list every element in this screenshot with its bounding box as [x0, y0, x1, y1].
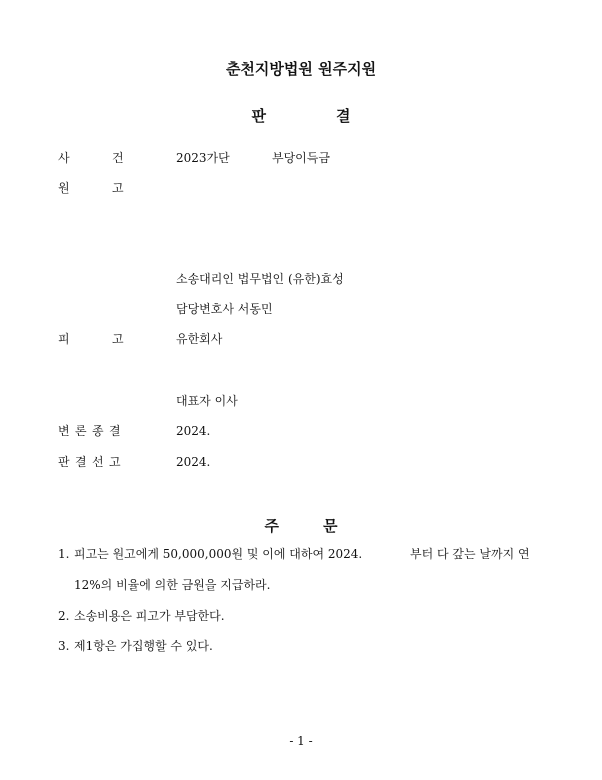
order-2-text: 소송비용은 피고가 부담한다. — [74, 609, 225, 623]
closing-date: 2024. — [176, 424, 211, 438]
order-3-number: 3. — [58, 639, 70, 653]
order-1-number: 1. — [58, 547, 70, 561]
closing-label: 변 론 종 결 — [58, 424, 121, 438]
defendant-name: 유한회사 — [176, 332, 223, 346]
defendant-label: 피 고 — [58, 332, 124, 346]
document-title-char: 결 — [336, 107, 351, 125]
plaintiff-row — [58, 180, 176, 196]
plaintiff-counsel: 소송대리인 법무법인 (유한)효성 — [176, 272, 344, 286]
order-title-char: 문 — [323, 517, 338, 535]
closing-row — [58, 423, 176, 439]
page-number: - 1 - — [289, 734, 313, 748]
document-title-char: 판 — [251, 107, 266, 125]
court-name: 춘천지방법원 원주지원 — [225, 60, 377, 78]
plaintiff-label: 원 고 — [58, 181, 124, 195]
order-2-number: 2. — [58, 609, 70, 623]
case-row — [58, 150, 176, 166]
plaintiff-attorney: 담당변호사 서동민 — [176, 302, 273, 316]
case-name: 부당이득금 — [272, 151, 330, 165]
case-label: 사 건 — [58, 151, 124, 165]
defendant-representative: 대표자 이사 — [176, 394, 238, 408]
sentencing-row — [58, 454, 176, 470]
case-number: 2023가단 — [176, 151, 230, 165]
order-3-text: 제1항은 가집행할 수 있다. — [74, 639, 213, 653]
order-1-text-cont: 부터 다 갚는 날까지 연 — [410, 547, 530, 561]
order-1-text: 피고는 원고에게 50,000,000원 및 이에 대하여 2024. — [74, 547, 363, 561]
order-title — [0, 515, 602, 536]
defendant-row — [58, 331, 176, 347]
order-1-text-line2: 12%의 비율에 의한 금원을 지급하라. — [74, 578, 271, 592]
sentencing-date: 2024. — [176, 455, 211, 469]
document-title — [0, 105, 602, 126]
order-title-char: 주 — [264, 517, 279, 535]
sentencing-label: 판 결 선 고 — [58, 455, 121, 469]
